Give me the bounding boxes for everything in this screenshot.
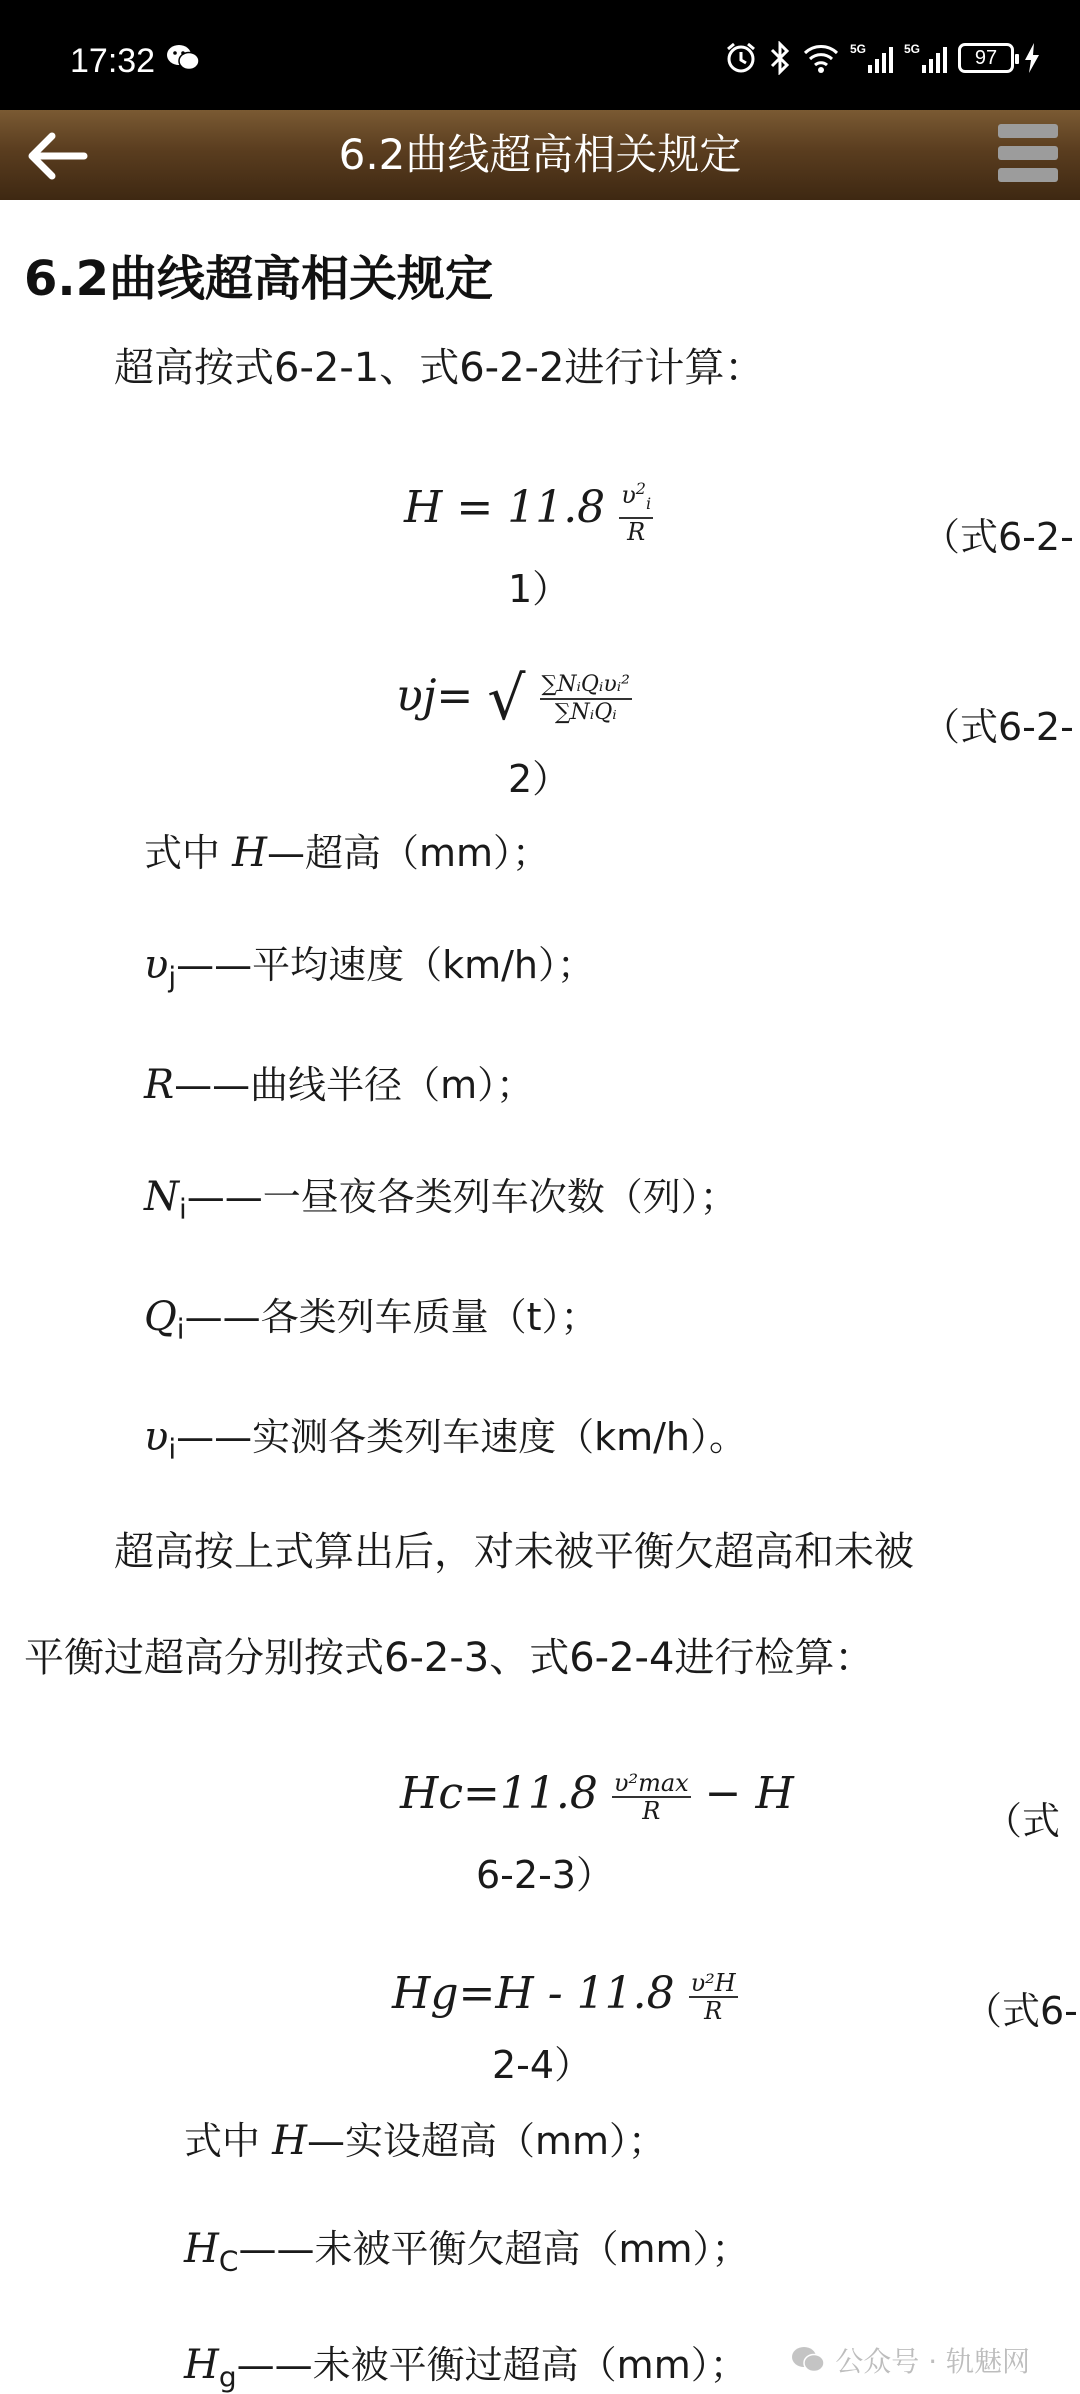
menu-button[interactable] [998,124,1058,186]
watermark-text: 公众号 · 轨魅网 [835,2345,1030,2378]
menu-icon-bar [998,168,1058,182]
wechat-icon [166,44,200,72]
definition-item: $H_C——$未被平衡欠超高（mm）； [184,2226,750,2278]
alarm-icon [724,41,758,75]
equation-number-3b: 6-2-3） [476,1853,614,1897]
svg-text:5G: 5G [850,42,867,56]
menu-icon-bar [998,146,1058,160]
app-bar [0,110,1080,200]
definition-item: $Q_i——$各类列车质量（t）； [144,1294,599,1346]
definition-item: 式中 H—超高（mm）； [144,830,551,876]
definition-item: R——曲线半径（m）； [144,1062,535,1108]
watermark [791,2340,1030,2380]
equation-number-2b: 2） [508,757,571,801]
bluetooth-icon [768,41,792,75]
signal-5g-icon [850,41,894,75]
equation-number-1a: （式6-2- [922,515,1074,559]
status-bar [0,0,1080,110]
wechat-icon [791,2346,825,2374]
equation-number-1b: 1） [508,567,571,611]
sqrt-sign: √ [487,664,526,734]
back-arrow-icon [22,128,92,184]
status-icons [724,38,1040,78]
definition-item: 式中 H—实设超高（mm）； [184,2118,667,2164]
back-button[interactable] [22,128,92,184]
formula-6-2-2: υj= √ $\frac{\text{∑NᵢQᵢυᵢ²}}{\text{∑NᵢQᵢ}}$ [396,664,630,734]
definition-item: $\upsilon_i——$实测各类列车速度（km/h）。 [144,1414,748,1466]
paragraph-line: 超高按上式算出后，对未被平衡欠超高和未被 [114,1529,914,1575]
definition-item: $N_i——$一昼夜各类列车次数（列）； [144,1174,738,1226]
paragraph-line: 平衡过超高分别按式6-2-3、式6-2-4进行检算： [24,1635,875,1681]
signal-5g-icon-2 [904,41,948,75]
intro-paragraph: 超高按式6-2-1、式6-2-2进行计算： [114,345,765,391]
definition-item: $H_g——$未被平衡过超高（mm）； [184,2342,748,2394]
svg-text:5G: 5G [904,42,921,56]
equation-number-2a: （式6-2- [922,705,1074,749]
formula-6-2-4: Hg=H - 11.8 $\frac{\text{υ²H}}{R}$ [392,1968,736,2025]
battery-indicator: 97 [958,43,1014,73]
definition-item: $\upsilon_j——$平均速度（km/h）； [144,942,596,994]
formula-6-2-1: H = 11.8 $\frac{\upsilon^2_i}{R}$ [404,479,652,546]
menu-icon [998,124,1058,138]
wifi-icon [802,42,840,74]
app-bar-title: 6.2曲线超高相关规定 [338,130,742,179]
equation-number-4a: （式6- [964,1989,1078,2033]
equation-number-3a: （式 [984,1799,1061,1843]
article-heading: 6.2曲线超高相关规定 [24,251,494,307]
status-time: 17:32 [70,42,156,80]
equation-number-4b: 2-4） [492,2043,593,2087]
formula-6-2-3: Hc=11.8 $\frac{\text{υ²max}}{R}$ − H [400,1768,794,1825]
charging-icon [1024,43,1040,73]
